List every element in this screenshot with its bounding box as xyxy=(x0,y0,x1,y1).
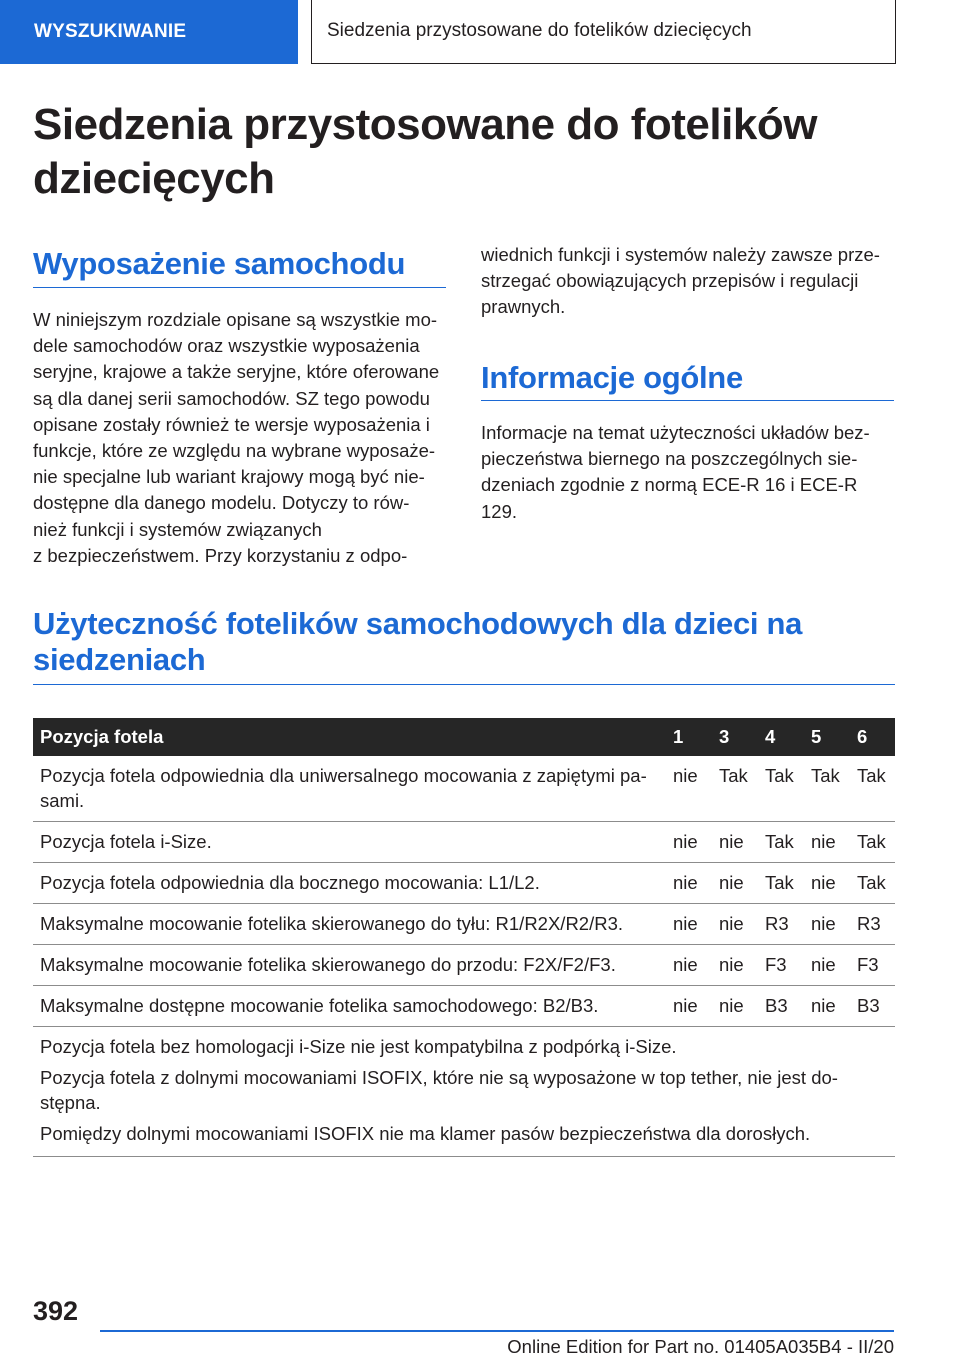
row-label: Pozycja fotela odpowiednia dla bocznego mocowania: L1/L2. xyxy=(33,863,665,904)
text-line: 129. xyxy=(481,500,518,522)
table-cell: nie xyxy=(803,904,849,945)
table-cell: R3 xyxy=(757,904,803,945)
general-info-heading: Informacje ogólne xyxy=(481,360,743,395)
usability-heading-line-1: Użyteczność fotelików samochodowych dla dzieci na xyxy=(33,606,803,641)
table-cell: nie xyxy=(803,863,849,904)
table-cell: nie xyxy=(803,986,849,1027)
text-line: dostępne dla danego modelu. Dotyczy to rów- xyxy=(33,492,410,514)
table-cell: nie xyxy=(665,945,711,986)
column-header-seat-5: 5 xyxy=(803,718,849,756)
breadcrumb: Siedzenia przystosowane do fotelików dziecięcych xyxy=(311,0,896,64)
row-label: Pozycja fotela i-Size. xyxy=(33,822,665,863)
table-cell: Tak xyxy=(803,756,849,822)
page-title-line-2: dziecięcych xyxy=(33,154,275,203)
table-cell: Tak xyxy=(757,822,803,863)
table-cell: nie xyxy=(711,945,757,986)
table-note xyxy=(40,1065,895,1115)
table-row xyxy=(33,904,895,945)
text-line: strzegać obowiązujących przepisów i regulacji xyxy=(481,270,859,292)
table-note-line: stępna. xyxy=(40,1092,101,1113)
table-notes-row xyxy=(33,1027,895,1157)
column-header-seat-1: 1 xyxy=(665,718,711,756)
table-row xyxy=(33,863,895,904)
search-tab[interactable]: WYSZUKIWANIE xyxy=(0,0,298,64)
text-line: są dla danej serii samochodów. SZ tego powodu xyxy=(33,387,430,409)
table-cell: Tak xyxy=(849,863,895,904)
table-cell: nie xyxy=(711,904,757,945)
table-cell: Tak xyxy=(757,863,803,904)
row-label: Maksymalne mocowanie fotelika skierowanego do przodu: F2X/F2/F3. xyxy=(33,945,665,986)
column-header-seat-6: 6 xyxy=(849,718,895,756)
page-number: 392 xyxy=(33,1296,79,1326)
table-cell: nie xyxy=(711,986,757,1027)
table-cell: nie xyxy=(665,756,711,822)
page-title-line-1: Siedzenia przystosowane do fotelików xyxy=(33,100,817,149)
table-cell: Tak xyxy=(849,822,895,863)
seat-usability-table xyxy=(33,718,895,1157)
column-header-position: Pozycja fotela xyxy=(33,718,665,756)
row-label-line: Pozycja fotela odpowiednia dla uniwersalnego mocowania z zapiętymi pa- xyxy=(40,765,647,786)
text-line: dzeniach zgodnie z normą ECE-R 16 i ECE-R xyxy=(481,474,858,496)
general-info-text xyxy=(481,420,870,525)
page-header xyxy=(0,0,896,64)
column-header-seat-3: 3 xyxy=(711,718,757,756)
table-cell: nie xyxy=(711,822,757,863)
text-line: opisane zostały również te wersje wyposażenia i xyxy=(33,413,430,435)
usability-heading-rule xyxy=(33,684,895,685)
equipment-text-col2 xyxy=(481,242,880,321)
page-title xyxy=(33,98,893,206)
table-cell: B3 xyxy=(757,986,803,1027)
table-cell: nie xyxy=(803,822,849,863)
table-row xyxy=(33,945,895,986)
table-cell: F3 xyxy=(757,945,803,986)
table-cell: nie xyxy=(665,822,711,863)
usability-heading-line-2: siedzeniach xyxy=(33,642,206,677)
table-cell: nie xyxy=(711,863,757,904)
text-line: nie specjalne lub wariant krajowy mogą być nie- xyxy=(33,466,425,488)
equipment-text-col1 xyxy=(33,307,439,569)
column-header-seat-4: 4 xyxy=(757,718,803,756)
text-line: dele samochodów oraz wszystkie wyposażenia xyxy=(33,335,420,357)
text-line: W niniejszym rozdziale opisane są wszystkie mo- xyxy=(33,309,438,330)
table-cell: nie xyxy=(665,904,711,945)
text-line: prawnych. xyxy=(481,296,566,318)
text-line: seryjne, krajowe a także seryjne, które oferowane xyxy=(33,361,440,383)
row-label: Maksymalne dostępne mocowanie fotelika samochodowego: B2/B3. xyxy=(33,986,665,1027)
table-cell: Tak xyxy=(711,756,757,822)
equipment-heading: Wyposażenie samochodu xyxy=(33,246,406,281)
text-line: pieczeństwa biernego na poszczególnych sie- xyxy=(481,448,858,470)
table-cell: R3 xyxy=(849,904,895,945)
table-notes xyxy=(33,1027,895,1157)
table-cell: B3 xyxy=(849,986,895,1027)
table-header-row xyxy=(33,718,895,756)
equipment-heading-rule xyxy=(33,287,446,288)
table-note: Pozycja fotela bez homologacji i-Size nie jest kompatybilna z podpórką i-Size. xyxy=(40,1036,677,1057)
table-note-line: Pozycja fotela z dolnymi mocowaniami ISOFIX, które nie są wyposażone w top tether, nie jest do- xyxy=(40,1067,838,1088)
text-line: z bezpieczeństwem. Przy korzystaniu z odpo- xyxy=(33,544,408,566)
text-line: wiednich funkcji i systemów należy zawsze prze- xyxy=(481,244,880,265)
footer-edition-link[interactable]: Online Edition for Part no. 01405A035B4 - II/20 xyxy=(507,1336,894,1357)
general-info-heading-rule xyxy=(481,400,894,401)
row-label: Maksymalne mocowanie fotelika skierowanego do tyłu: R1/R2X/R2/R3. xyxy=(33,904,665,945)
table-row xyxy=(33,822,895,863)
row-label xyxy=(33,756,665,822)
text-line: nież funkcji i systemów związanych xyxy=(33,518,322,540)
text-line: Informacje na temat użyteczności układów bez- xyxy=(481,422,870,443)
table-note: Pomiędzy dolnymi mocowaniami ISOFIX nie ma klamer pasów bezpieczeństwa dla dorosłych. xyxy=(40,1123,811,1144)
table-cell: nie xyxy=(803,945,849,986)
row-label-line: sami. xyxy=(40,790,85,811)
table-cell: Tak xyxy=(757,756,803,822)
table-cell: Tak xyxy=(849,756,895,822)
table-row xyxy=(33,756,895,822)
table-cell: F3 xyxy=(849,945,895,986)
table-cell: nie xyxy=(665,986,711,1027)
footer-rule xyxy=(100,1330,894,1332)
usability-heading xyxy=(33,606,802,678)
table-row xyxy=(33,986,895,1027)
table-cell: nie xyxy=(665,863,711,904)
text-line: funkcje, które ze względu na wybrane wyposaże- xyxy=(33,440,436,462)
